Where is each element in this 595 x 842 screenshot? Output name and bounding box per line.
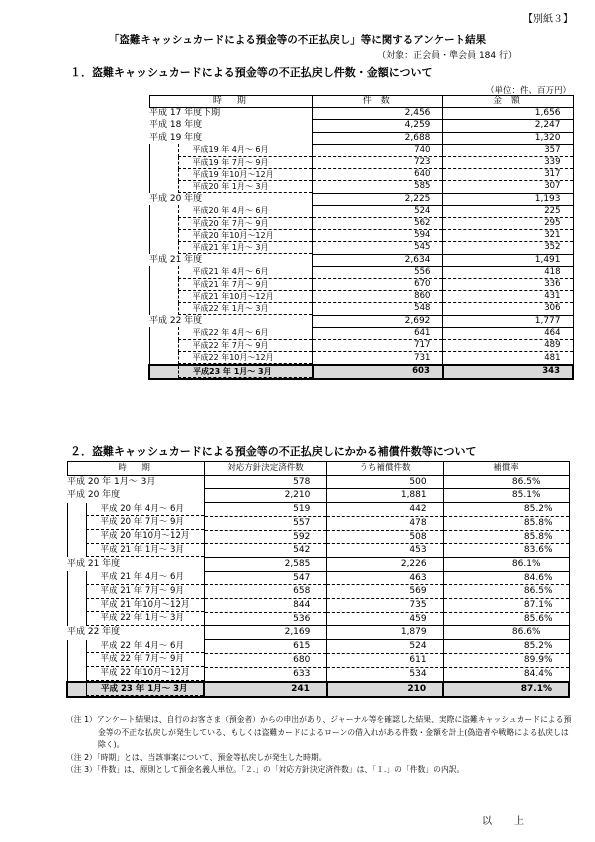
period-cell-label: 平成 22 年 7月～ 9月 <box>86 653 204 667</box>
period-cell-label: 平成 20 年10月～12月 <box>86 530 204 544</box>
period-cell-label: 平成21 年 1月～ 3月 <box>178 242 313 254</box>
period-cell-label: 平成 20 年 4月～ 6月 <box>86 503 204 517</box>
rate-cell: 86.5% <box>443 585 569 599</box>
period-cell <box>67 640 204 654</box>
table-row <box>149 266 573 278</box>
period-cell-label: 平成21 年 7月～ 9月 <box>178 279 313 291</box>
rate-cell: 86.5% <box>443 475 569 489</box>
period-cell-label: 平成 23 年 1月～ 3月 <box>86 683 203 697</box>
amount-cell: 357 <box>443 144 573 156</box>
table-row <box>149 120 573 132</box>
page-title: 「盗難キャッシュカードによる預金等の不正払戻し」等に関するアンケート結果 <box>108 34 487 46</box>
compensated-cell: 524 <box>327 640 443 654</box>
count-cell: 2,692 <box>313 315 443 327</box>
period-cell <box>67 599 204 613</box>
amount-cell: 306 <box>443 303 573 315</box>
decided-cell: 680 <box>204 653 327 667</box>
decided-cell: 519 <box>204 503 327 517</box>
table-row <box>149 365 573 379</box>
period-cell <box>149 218 313 230</box>
amount-cell: 489 <box>443 340 573 352</box>
table-row <box>67 682 569 698</box>
table-row <box>67 544 569 558</box>
amount-cell: 1,320 <box>443 132 573 144</box>
table-row <box>67 585 569 599</box>
column-header: 時 期 <box>149 96 313 108</box>
table-row <box>67 475 569 489</box>
fraud-count-table <box>148 95 574 380</box>
table-row <box>149 181 573 193</box>
decided-cell: 2,169 <box>204 626 327 640</box>
table-row <box>149 291 573 303</box>
period-cell-label: 平成22 年 4月～ 6月 <box>178 327 313 339</box>
period-cell <box>149 230 313 242</box>
compensated-cell: 210 <box>327 682 443 698</box>
period-cell-label: 平成 21 年10月～12月 <box>86 599 204 613</box>
table-row <box>67 640 569 654</box>
period-cell-label: 平成23 年 1月～ 3月 <box>178 366 312 378</box>
compensated-cell: 500 <box>327 475 443 489</box>
count-cell: 2,688 <box>313 132 443 144</box>
table-row <box>67 557 569 571</box>
period-cell: 平成 20 年度 <box>67 490 121 501</box>
period-cell-label: 平成22 年10月～12月 <box>178 352 313 364</box>
amount-cell: 1,656 <box>443 108 573 120</box>
count-cell: 548 <box>313 303 443 315</box>
decided-cell: 547 <box>204 571 327 585</box>
compensated-cell: 569 <box>327 585 443 599</box>
compensated-cell: 1,879 <box>327 626 443 640</box>
period-cell-label: 平成20 年10月～12月 <box>178 230 313 242</box>
period-cell-label: 平成19 年10月～12月 <box>178 169 313 181</box>
amount-cell: 336 <box>443 279 573 291</box>
notes <box>66 714 576 777</box>
decided-cell: 557 <box>204 516 327 530</box>
period-cell-label: 平成 22 年10月～12月 <box>86 667 204 681</box>
amount-cell: 317 <box>443 169 573 181</box>
period-cell-label: 平成21 年 4月～ 6月 <box>178 266 313 278</box>
amount-cell: 307 <box>443 181 573 193</box>
table-row <box>149 157 573 169</box>
period-cell-label: 平成 22 年 1月～ 3月 <box>86 612 204 626</box>
count-cell: 641 <box>313 327 443 339</box>
amount-cell: 343 <box>443 365 573 379</box>
compensated-cell: 2,226 <box>327 557 443 571</box>
section1-heading: １．盗難キャッシュカードによる預金等の不正払戻し件数・金額について <box>70 66 433 79</box>
amount-cell: 295 <box>443 218 573 230</box>
table-row <box>67 530 569 544</box>
period-cell <box>67 653 204 667</box>
period-cell: 平成 20 年 1月～ 3月 <box>67 476 156 487</box>
column-header: 件 数 <box>313 96 443 108</box>
table-row <box>67 489 569 503</box>
column-header: 対応方針決定済件数 <box>204 462 327 476</box>
period-cell <box>67 585 204 599</box>
rate-cell: 85.2% <box>443 640 569 654</box>
count-cell: 717 <box>313 340 443 352</box>
rate-cell: 84.4% <box>443 667 569 682</box>
count-cell: 594 <box>313 230 443 242</box>
column-header: 補償率 <box>443 462 569 476</box>
compensated-cell: 442 <box>327 503 443 517</box>
table-header <box>149 96 573 108</box>
table-row <box>67 599 569 613</box>
rate-cell: 85.1% <box>443 489 569 503</box>
count-cell: 524 <box>313 205 443 217</box>
table-row <box>149 218 573 230</box>
period-cell-label: 平成 21 年 1月～ 3月 <box>86 544 204 558</box>
period-cell-label: 平成20 年 1月～ 3月 <box>178 181 313 193</box>
decided-cell: 844 <box>204 599 327 613</box>
period-cell <box>67 667 204 682</box>
count-cell: 723 <box>313 157 443 169</box>
rate-cell: 89.9% <box>443 653 569 667</box>
compensated-cell: 459 <box>327 612 443 626</box>
period-cell <box>67 571 204 585</box>
compensated-cell: 534 <box>327 667 443 682</box>
rate-cell: 87.1% <box>443 682 569 698</box>
period-cell-label: 平成21 年10月～12月 <box>178 291 313 303</box>
period-cell-label: 平成 20 年 7月～ 9月 <box>86 516 204 530</box>
compensated-cell: 478 <box>327 516 443 530</box>
table-row <box>149 193 573 205</box>
decided-cell: 658 <box>204 585 327 599</box>
period-cell <box>149 266 313 278</box>
decided-cell: 241 <box>204 682 327 698</box>
column-header: 時 期 <box>67 462 204 476</box>
compensated-cell: 453 <box>327 544 443 558</box>
period-cell <box>67 544 204 558</box>
table-header <box>67 462 569 476</box>
period-cell <box>67 612 204 626</box>
period-cell <box>67 503 204 517</box>
unit-note: （単位：件、百万円） <box>485 86 571 96</box>
period-cell <box>149 327 313 339</box>
period-cell <box>67 530 204 544</box>
table-row <box>149 132 573 144</box>
amount-cell: 1,777 <box>443 315 573 327</box>
count-cell: 640 <box>313 169 443 181</box>
note-3: （注 3）「件数」は、原則として預金名義人単位。「２.」の「対応方針決定済件数」は、「１.」の「件数」の内訳。 <box>66 765 465 774</box>
table-row <box>149 144 573 156</box>
period-cell <box>67 516 204 530</box>
rate-cell: 85.6% <box>443 612 569 626</box>
period-cell <box>149 169 313 181</box>
column-header: うち補償件数 <box>327 462 443 476</box>
column-header: 金 額 <box>443 96 573 108</box>
decided-cell: 2,210 <box>204 489 327 503</box>
period-cell: 平成 17 年度下期 <box>149 108 221 119</box>
decided-cell: 536 <box>204 612 327 626</box>
period-cell <box>149 205 313 217</box>
period-cell <box>149 144 313 156</box>
period-cell-label: 平成 21 年 4月～ 6月 <box>86 571 204 585</box>
compensation-table <box>66 461 570 698</box>
count-cell: 740 <box>313 144 443 156</box>
period-cell-label: 平成19 年 4月～ 6月 <box>178 144 313 156</box>
table-row <box>149 315 573 327</box>
count-cell: 731 <box>313 352 443 365</box>
period-cell: 平成 22 年度 <box>67 627 121 638</box>
compensated-cell: 611 <box>327 653 443 667</box>
compensated-cell: 1,881 <box>327 489 443 503</box>
decided-cell: 578 <box>204 475 327 489</box>
period-cell: 平成 21 年度 <box>149 254 203 265</box>
table-row <box>149 205 573 217</box>
count-cell: 860 <box>313 291 443 303</box>
rate-cell: 86.1% <box>443 557 569 571</box>
decided-cell: 592 <box>204 530 327 544</box>
period-cell <box>67 682 204 698</box>
period-cell-label: 平成20 年 7月～ 9月 <box>178 218 313 230</box>
rate-cell: 85.2% <box>443 503 569 517</box>
count-cell: 556 <box>313 266 443 278</box>
decided-cell: 2,585 <box>204 557 327 571</box>
rate-cell: 85.8% <box>443 530 569 544</box>
appendix-tag: 【別紙３】 <box>523 14 573 25</box>
period-cell-label: 平成 21 年 7月～ 9月 <box>86 585 204 599</box>
table-row <box>67 571 569 585</box>
rate-cell: 83.6% <box>443 544 569 558</box>
count-cell: 545 <box>313 242 443 254</box>
amount-cell: 225 <box>443 205 573 217</box>
table-row <box>67 653 569 667</box>
amount-cell: 352 <box>443 242 573 254</box>
amount-cell: 418 <box>443 266 573 278</box>
period-cell-label: 平成 22 年 4月～ 6月 <box>86 640 204 654</box>
table-row <box>149 340 573 352</box>
count-cell: 2,456 <box>313 108 443 120</box>
end-mark: 以上 <box>482 816 546 827</box>
period-cell: 平成 21 年度 <box>67 558 121 569</box>
table-row <box>67 626 569 640</box>
table-row <box>149 169 573 181</box>
table-row <box>149 108 573 120</box>
table-row <box>149 352 573 365</box>
compensated-cell: 463 <box>327 571 443 585</box>
survey-target: （対象：正会員・準会員 184 行） <box>377 51 517 61</box>
period-cell <box>149 340 313 352</box>
rate-cell: 86.6% <box>443 626 569 640</box>
table-row <box>149 327 573 339</box>
compensated-cell: 508 <box>327 530 443 544</box>
count-cell: 603 <box>313 365 443 379</box>
period-cell <box>149 303 313 315</box>
period-cell: 平成 19 年度 <box>149 132 203 143</box>
count-cell: 2,225 <box>313 193 443 205</box>
table-row <box>67 503 569 517</box>
amount-cell: 431 <box>443 291 573 303</box>
period-cell-label: 平成20 年 4月～ 6月 <box>178 205 313 217</box>
rate-cell: 84.6% <box>443 571 569 585</box>
table-row <box>149 279 573 291</box>
period-cell: 平成 22 年度 <box>149 315 203 326</box>
table-row <box>149 303 573 315</box>
period-cell <box>149 181 313 193</box>
count-cell: 4,259 <box>313 120 443 132</box>
note-2: （注 2）「時期」とは、当該事案について、預金等払戻しが発生した時期。 <box>66 752 327 762</box>
period-cell: 平成 20 年度 <box>149 193 203 204</box>
table-row <box>67 667 569 682</box>
amount-cell: 1,491 <box>443 254 573 266</box>
section2-heading: ２．盗難キャッシュカードによる預金等の不正払戻しにかかる補償件数等について <box>70 445 477 458</box>
count-cell: 670 <box>313 279 443 291</box>
period-cell <box>149 365 313 379</box>
period-cell <box>149 291 313 303</box>
amount-cell: 1,193 <box>443 193 573 205</box>
amount-cell: 2,247 <box>443 120 573 132</box>
period-cell: 平成 18 年度 <box>149 120 203 131</box>
period-cell-label: 平成19 年 7月～ 9月 <box>178 157 313 169</box>
period-cell <box>149 242 313 254</box>
count-cell: 585 <box>313 181 443 193</box>
table-row <box>149 230 573 242</box>
decided-cell: 615 <box>204 640 327 654</box>
rate-cell: 85.8% <box>443 516 569 530</box>
period-cell <box>149 157 313 169</box>
period-cell <box>149 279 313 291</box>
table-row <box>149 254 573 266</box>
count-cell: 2,634 <box>313 254 443 266</box>
period-cell <box>149 352 313 365</box>
table-row <box>67 612 569 626</box>
rate-cell: 87.1% <box>443 599 569 613</box>
count-cell: 562 <box>313 218 443 230</box>
period-cell-label: 平成22 年 7月～ 9月 <box>178 340 313 352</box>
amount-cell: 339 <box>443 157 573 169</box>
table-row <box>149 242 573 254</box>
period-cell-label: 平成22 年 1月～ 3月 <box>178 303 313 315</box>
amount-cell: 321 <box>443 230 573 242</box>
amount-cell: 464 <box>443 327 573 339</box>
amount-cell: 481 <box>443 352 573 365</box>
decided-cell: 542 <box>204 544 327 558</box>
table-row <box>67 516 569 530</box>
decided-cell: 633 <box>204 667 327 682</box>
note-1: （注 1）アンケート結果は、自行のお客さま（預金者）からの申出があり、ジャーナル等を確認した結果、実際に盗難キャッシュカードによる預金等の不正な払戻しが発生している、もしくは盗難カードによるローンの借入れがある件数・金額を計上(偽造者や戦略による払戻しは除く)。 <box>66 715 572 749</box>
compensated-cell: 735 <box>327 599 443 613</box>
